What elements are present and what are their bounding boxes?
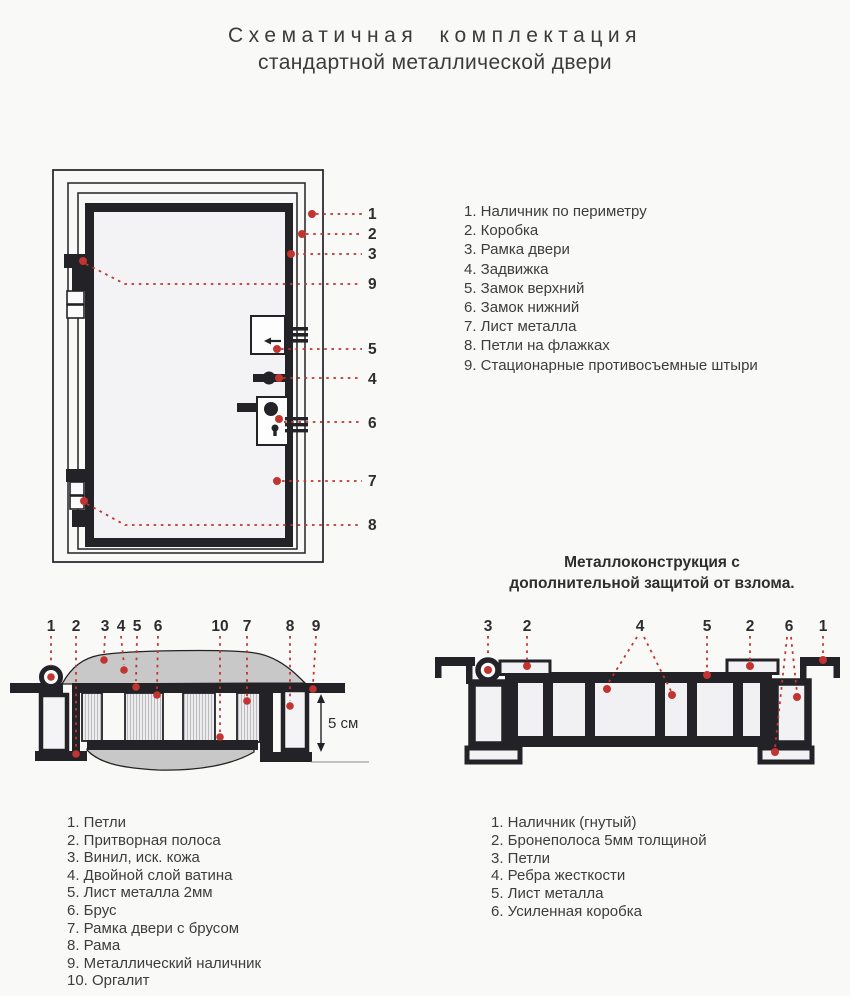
reinforced-box-right-foot: [760, 748, 812, 762]
door-legend: [464, 202, 758, 375]
legend-item: 2. Бронеполоса 5мм толщиной: [491, 831, 707, 849]
metal-callout-3: 3: [483, 618, 493, 635]
legend-item: 6. Замок нижний: [464, 299, 580, 317]
legend-item: 3. Винил, иск. кожа: [67, 849, 200, 867]
wood-bars: [82, 693, 260, 742]
metal-construction-diagram: [430, 612, 848, 780]
door-callout-9: 9: [368, 276, 377, 293]
legend-item: 2. Коробка: [464, 222, 539, 240]
door-frame-bar: [260, 684, 273, 752]
legend-item: 3. Петли: [491, 849, 550, 867]
legend-item: 6. Брус: [67, 901, 117, 919]
door-front-diagram: [40, 160, 385, 580]
door-callout-1: 1: [368, 206, 377, 223]
legend-item: 4. Ребра жесткости: [491, 867, 626, 885]
metal-heading-line-2: дополнительной защитой от взлома.: [509, 575, 795, 592]
door-callout-6: 6: [368, 415, 377, 432]
legend-item: 5. Лист металла: [491, 885, 604, 903]
door-callout-7: 7: [368, 473, 377, 490]
legend-item: 1. Петли: [67, 814, 126, 831]
rebate-strip: [72, 686, 80, 758]
dimension-label: 5 см: [328, 715, 359, 732]
legend-item: 5. Лист металла 2мм: [67, 884, 213, 902]
section-callout-2: 2: [71, 618, 81, 635]
door-callout-4: 4: [368, 371, 377, 388]
section-callout-10: 10: [211, 618, 229, 635]
reinforced-box-left-foot: [467, 748, 520, 762]
right-frame-foot: [260, 752, 312, 762]
metal-callout-4: 4: [635, 618, 645, 635]
metal-callout-1: 1: [818, 618, 828, 635]
metal-heading-line-1: Металлоконструкция с: [564, 554, 740, 571]
legend-item: 7. Рамка двери с брусом: [67, 919, 240, 937]
left-frame-box: [41, 695, 67, 751]
title-line-2: стандартной металлической двери: [258, 51, 612, 74]
vinyl-cover-bottom: [87, 749, 254, 770]
legend-item: 4. Задвижка: [464, 260, 549, 278]
frame-cells: [518, 683, 760, 736]
legend-item: 3. Рамка двери: [464, 241, 570, 259]
door-callout-5: 5: [368, 341, 377, 358]
door-callout-3: 3: [368, 246, 377, 263]
metal-legend: [491, 814, 707, 921]
legend-item: 9. Металлический наличник: [67, 954, 262, 972]
metal-construction-heading: [462, 552, 842, 594]
legend-item: 1. Наличник по периметру: [464, 203, 647, 220]
hardboard-bar: [87, 740, 258, 750]
section-callout-4: 4: [116, 618, 126, 635]
section-callout-3: 3: [100, 618, 110, 635]
right-frame-box: [283, 690, 307, 750]
metal-callout-2-left: 2: [522, 618, 532, 635]
legend-item: 8. Рама: [67, 937, 121, 955]
door-callout-8: 8: [368, 517, 377, 534]
metal-callout-5: 5: [702, 618, 712, 635]
door-cross-section-diagram: [10, 612, 375, 780]
legend-item: 1. Наличник (гнутый): [491, 814, 637, 831]
title-line-1: Схематичная комплектация: [228, 24, 642, 47]
reinforced-box-right: [775, 682, 808, 744]
legend-item: 8. Петли на флажках: [464, 337, 610, 355]
metal-callout-6: 6: [784, 618, 794, 635]
legend-item: 10. Оргалит: [67, 972, 150, 990]
section-callout-9: 9: [311, 618, 321, 635]
legend-item: 4. Двойной слой ватина: [67, 866, 233, 884]
page-title: [150, 22, 720, 76]
section-callout-1: 1: [46, 618, 56, 635]
metal-callout-2-right: 2: [745, 618, 755, 635]
section-legend: [67, 814, 261, 990]
legend-item: 9. Стационарные противосъемные штыри: [464, 356, 758, 374]
door-callout-2: 2: [368, 226, 377, 243]
section-callout-8: 8: [285, 618, 295, 635]
vinyl-cover-top: [62, 651, 305, 684]
legend-item: 6. Усиленная коробка: [491, 902, 642, 920]
section-callout-6: 6: [153, 618, 163, 635]
legend-item: 2. Притворная полоса: [67, 831, 221, 849]
reinforced-box-left: [472, 683, 505, 745]
section-callout-7: 7: [242, 618, 252, 635]
legend-item: 7. Лист металла: [464, 318, 577, 336]
legend-item: 5. Замок верхний: [464, 279, 585, 297]
section-callout-5: 5: [132, 618, 142, 635]
